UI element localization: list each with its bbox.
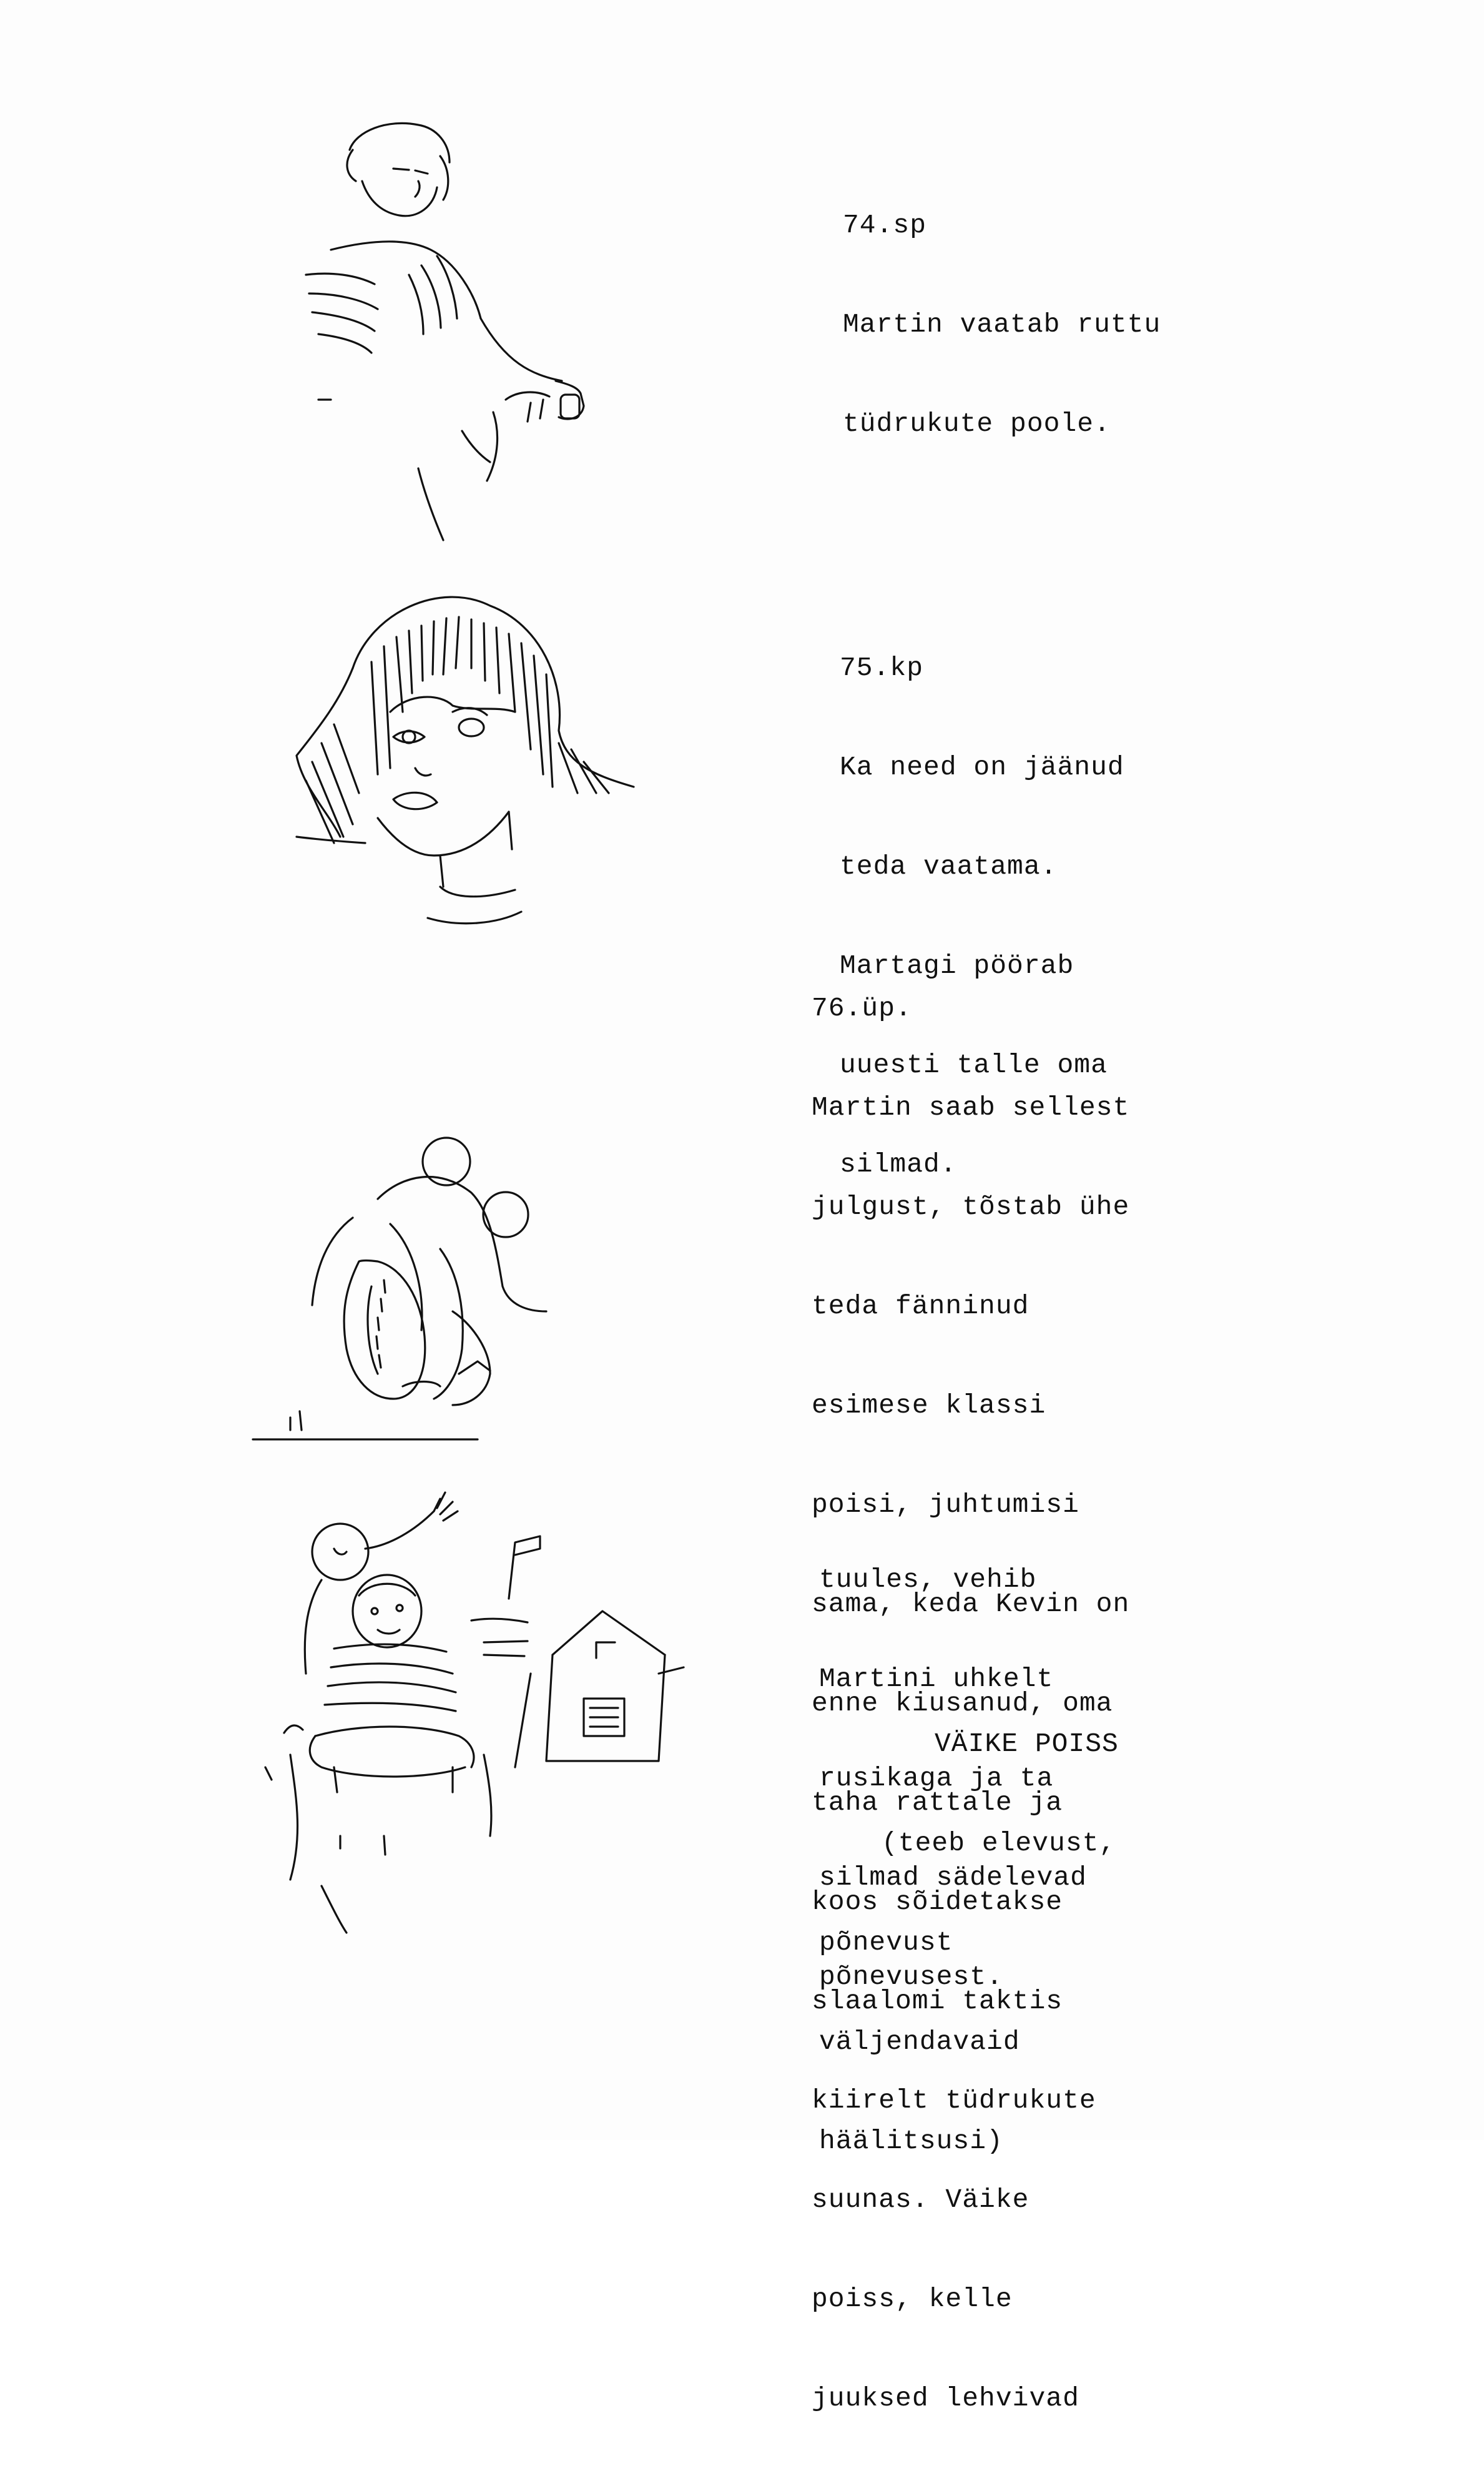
scene-number: 75.kp — [840, 653, 924, 683]
scene-text-line: põnevusest. — [819, 1961, 1003, 1992]
scene-text-line: Martin saab sellest — [812, 1092, 1130, 1123]
scene-text-line: tüdrukute poole. — [843, 408, 1111, 439]
scene-text-line: taha rattale ja — [812, 1787, 1063, 1818]
girl-portrait-sketch — [284, 587, 646, 937]
scene-text-line: teda fänninud — [812, 1291, 1029, 1321]
scene-text-line: Martagi pöörab — [840, 950, 1074, 981]
dialogue-parenthetical — [819, 1760, 1116, 2224]
scene-text-line: tuules, vehib — [819, 1564, 1037, 1595]
scene-text-line: juuksed lehvivad — [812, 2383, 1079, 2414]
boy-waving-on-bike-sketch — [247, 1486, 684, 1936]
scene-text-line: Ka need on jäänud — [840, 752, 1124, 782]
scene-text-line: koos sõidetakse — [812, 1887, 1063, 1917]
scene-text-line: enne kiusanud, oma — [812, 1688, 1113, 1719]
parenthetical-line: põnevust — [819, 1927, 953, 1958]
boys-on-bicycle-sketch — [253, 1124, 553, 1449]
scene-text-line: sama, keda Kevin on — [812, 1589, 1130, 1619]
scene-text-line: kiirelt tüdrukute — [812, 2085, 1096, 2116]
scene-text-line: silmad sädelevad — [819, 1862, 1087, 1893]
scene-text-line: teda vaatama. — [840, 851, 1058, 882]
scene-text-line: poisi, juhtumisi — [812, 1489, 1079, 1520]
scene-text-line: Martin vaatab ruttu — [843, 309, 1161, 340]
parenthetical-line: häälitsusi) — [819, 2126, 1003, 2156]
scene-text-line: esimese klassi — [812, 1390, 1046, 1421]
scene-text-line: poiss, kelle — [812, 2284, 1013, 2314]
scene-74-block — [843, 142, 1161, 506]
scene-number: 74.sp — [843, 210, 927, 240]
scene-text-line: suunas. Väike — [812, 2184, 1029, 2215]
scene-text-line: uuesti talle oma — [840, 1050, 1108, 1080]
boy-looking-back-sketch — [293, 106, 618, 543]
scene-text-line: silmad. — [840, 1149, 957, 1180]
scene-number: 76.üp. — [812, 993, 912, 1023]
scene-text-line: slaalomi taktis — [812, 1986, 1063, 2016]
parenthetical-line: väljendavaid — [819, 2026, 1020, 2057]
scene-text-line: Martini uhkelt — [819, 1664, 1054, 1694]
parenthetical-line: (teeb elevust, — [882, 1828, 1116, 1858]
scene-text-line: julgust, tõstab ühe — [812, 1191, 1130, 1222]
scene-text-line: rusikaga ja ta — [819, 1763, 1054, 1793]
dialogue-character-name: VÄIKE POISS — [935, 1729, 1119, 1759]
